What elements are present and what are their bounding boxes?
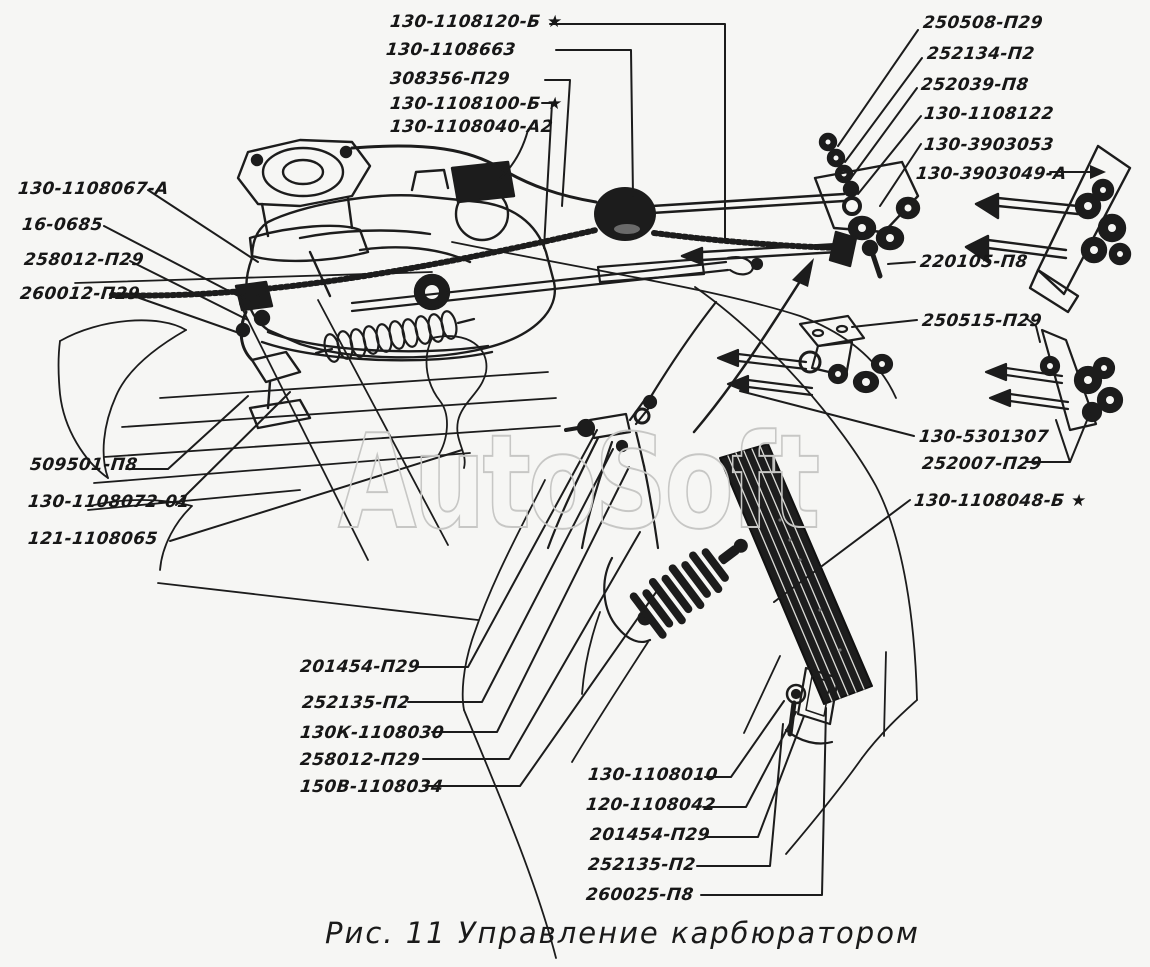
part-label-252135-p2-left: 252135-П2 [300, 693, 411, 713]
swivel-bracket-right-drawing [986, 330, 1122, 430]
part-label-509501-p8: 509501-П8 [28, 455, 139, 475]
part-label-130-3903053: 130-3903053 [922, 135, 1055, 155]
part-label-250515-p29: 250515-П29 [920, 311, 1043, 331]
part-label-16-0685: 16-0685 [20, 215, 104, 235]
intermediate-lever-drawing [548, 302, 716, 548]
grommet-drawing [594, 187, 656, 241]
part-label-130k-1108030: 130К-1108030 [298, 723, 446, 743]
part-label-252007-p29: 252007-П29 [920, 454, 1043, 474]
part-label-121-1108065: 121-1108065 [26, 529, 159, 549]
part-label-201454-p29-left: 201454-П29 [298, 657, 421, 677]
part-label-130-1108072-01: 130-1108072-01 [26, 492, 191, 512]
carburetor-drawing [236, 140, 555, 428]
part-label-130-5301307: 130-5301307 [917, 427, 1050, 447]
watermark: AutoSoft [338, 406, 818, 558]
part-label-130-3903049-a: 130-3903049-А [914, 164, 1068, 184]
part-label-252134-p2: 252134-П2 [925, 44, 1036, 64]
part-label-252135-p2-bottom: 252135-П2 [586, 855, 697, 875]
part-label-250508-p29: 250508-П29 [921, 13, 1044, 33]
part-label-130-1108040-a2: 130-1108040-А2 [388, 117, 555, 137]
part-label-258012-p29-left: 258012-П29 [22, 250, 145, 270]
bellows-boot-drawing [604, 519, 763, 642]
figure-caption: Рис. 11 Управление карбюратором [325, 916, 920, 950]
part-label-260012-p29: 260012-П29 [18, 284, 141, 304]
part-label-130-1108100-b: 130-1108100-Б ★ [388, 94, 564, 114]
part-label-150v-1108034: 150В-1108034 [298, 777, 445, 797]
part-label-258012-p29-bottom: 258012-П29 [298, 750, 421, 770]
part-label-220105-p8: 220105-П8 [918, 252, 1029, 272]
part-label-130-1108120-b: 130-1108120-Б ★ [388, 12, 564, 32]
accelerator-pedal-drawing [720, 444, 872, 704]
part-label-130-1108067-a: 130-1108067-А [16, 179, 170, 199]
part-label-308356-p29: 308356-П29 [388, 69, 511, 89]
part-label-130-1108122: 130-1108122 [922, 104, 1055, 124]
part-label-130-1108663: 130-1108663 [384, 40, 517, 60]
part-label-252039-p8: 252039-П8 [919, 75, 1030, 95]
part-label-130-1108010: 130-1108010 [586, 765, 719, 785]
part-label-260025-p8: 260025-П8 [584, 885, 695, 905]
part-label-130-1108048-b: 130-1108048-Б ★ [912, 491, 1088, 511]
part-label-201454-p29-bottom: 201454-П29 [588, 825, 711, 845]
lever-bracket-drawing [682, 134, 919, 276]
part-label-120-1108042: 120-1108042 [584, 795, 717, 815]
